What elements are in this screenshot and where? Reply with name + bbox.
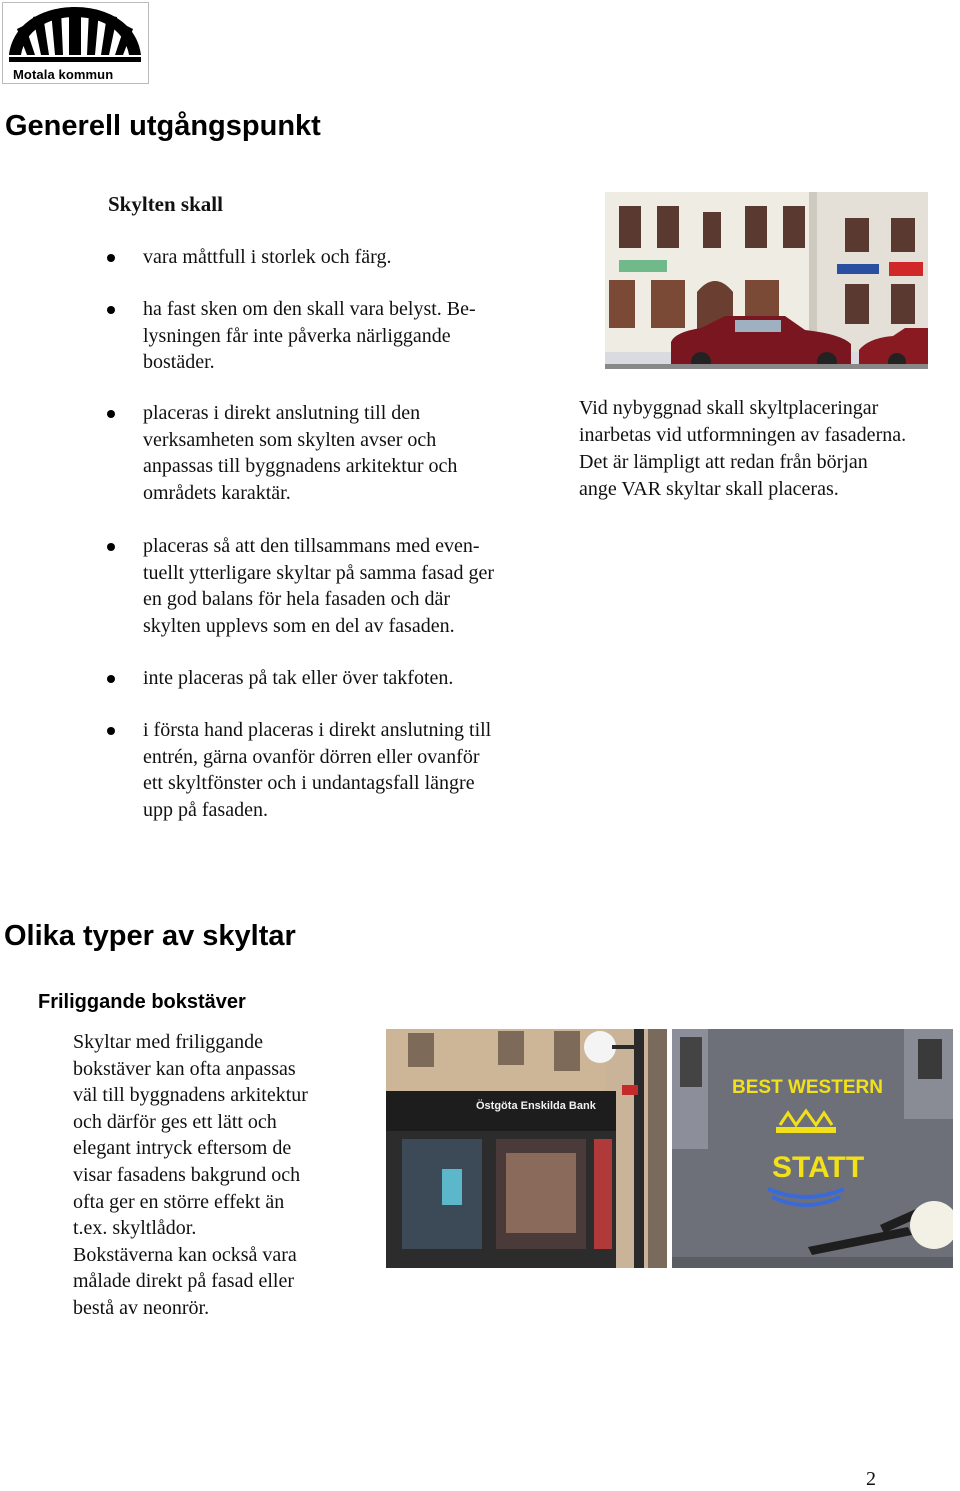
list-item-text: inte placeras på tak eller över takfoten. xyxy=(143,667,454,689)
bullet-icon xyxy=(107,306,115,314)
subheading-freestanding-letters: Friliggande bokstäver xyxy=(38,991,246,1013)
list-item-text: i första hand placeras i direkt anslutning till entrén, gärna ovanför dörren eller ovanför ett skyltfönster och i undantagsfall längre upp på fasaden. xyxy=(143,719,492,821)
photo-caption: Vid nybyggnad skall skyltplaceringar inarbetas vid utformningen av fasaderna. Det är lämpligt att redan från början ange VAR skyltar skall placeras. xyxy=(579,397,907,500)
facade-photo xyxy=(605,192,928,369)
section-title-general: Generell utgångspunkt xyxy=(5,110,321,142)
list-item-text: placeras så att den tillsammans med even- tuellt ytterligare skyltar på samma fasad ger en god balans för hela fasaden och där skylten upplevs som en del av fasaden. xyxy=(143,535,494,637)
bank-sign-text: Östgöta Enskilda Bank xyxy=(476,1100,596,1112)
bullet-icon xyxy=(107,410,115,418)
logo-text: Motala kommun xyxy=(13,67,114,82)
page-number: 2 xyxy=(866,1468,876,1490)
hotel-neon-sign-photo xyxy=(672,1029,953,1268)
list-item-text: ha fast sken om den skall vara belyst. Be- lysningen får inte påverka närliggande bostäder. xyxy=(143,298,476,373)
section-title-sign-types: Olika typer av skyltar xyxy=(4,920,296,952)
list-item-text: vara måttfull i storlek och färg. xyxy=(143,246,392,268)
bullet-icon xyxy=(107,727,115,735)
freestanding-letters-paragraph: Skyltar med friliggande bokstäver kan ofta anpassas väl till byggnadens arkitektur och därför ges ett lätt och elegant intryck eftersom de visar fasadens bakgrund och ofta ger en större effekt än t.ex. skyltlådor. Bokstäverna kan också vara målade direkt på fasad eller bestå av neonrör. xyxy=(73,1031,308,1319)
bullet-icon xyxy=(107,254,115,262)
bank-facade-photo xyxy=(386,1029,667,1268)
hotel-sign-bottom-text: STATT xyxy=(772,1151,865,1184)
bullet-icon xyxy=(107,675,115,683)
bullet-icon xyxy=(107,543,115,551)
motala-kommun-logo xyxy=(2,2,149,84)
list-item-text: placeras i direkt anslutning till den verksamheten som skylten avser och anpassas till byggnadens arkitektur och områdets karaktär. xyxy=(143,402,458,504)
hotel-sign-top-text: BEST WESTERN xyxy=(732,1077,883,1098)
subheading-skylten-skall: Skylten skall xyxy=(108,192,223,216)
